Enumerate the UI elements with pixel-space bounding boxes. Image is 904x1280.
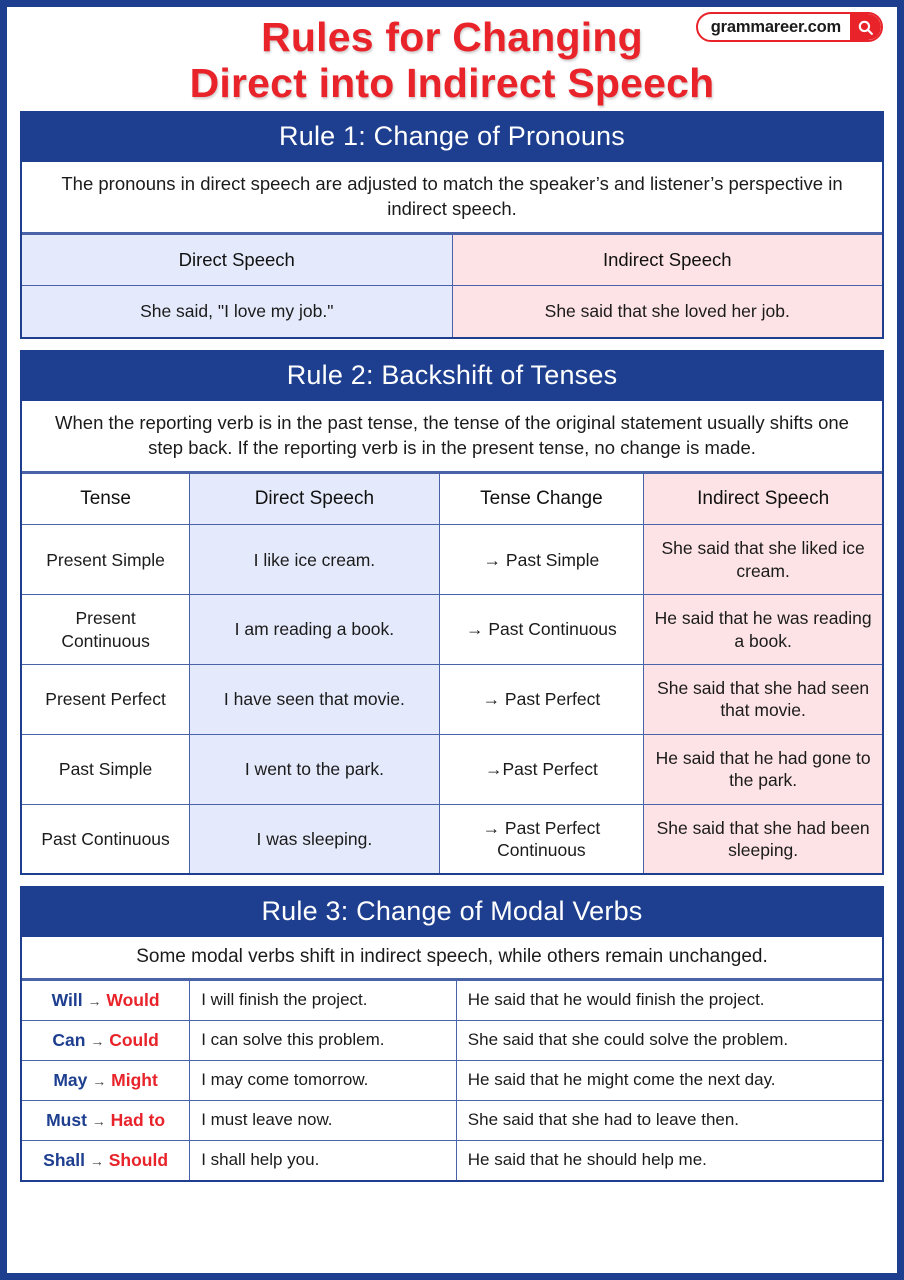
arrow-icon: →: [90, 1032, 105, 1049]
rule-3-cell-modal: [22, 1140, 190, 1180]
rule-3-cell-direct: I can solve this problem.: [190, 1020, 457, 1060]
rule-2-cell-tense: Present Perfect: [22, 664, 190, 734]
rule-2-heading: Rule 2: Backshift of Tenses: [22, 352, 882, 401]
rule-2-cell-indirect: He said that he was reading a book.: [644, 595, 882, 665]
rule-3-cell-indirect: He said that he might come the next day.: [456, 1060, 882, 1100]
modal-from: Can: [52, 1029, 86, 1050]
rule-3-cell-modal: [22, 1020, 190, 1060]
rule-2-col-direct: Direct Speech: [190, 474, 439, 525]
rule-2-cell-change: → Past Perfect: [439, 664, 644, 734]
rule-3-cell-indirect: He said that he would finish the project.: [456, 980, 882, 1020]
rule-1-description: The pronouns in direct speech are adjusted to match the speaker’s and listener’s perspective in indirect speech.: [22, 162, 882, 234]
rule-1-table: [22, 234, 882, 337]
search-icon[interactable]: [850, 14, 881, 40]
page-title-line-2: Direct into Indirect Speech: [189, 60, 715, 106]
rule-3-cell-direct: I must leave now.: [190, 1100, 457, 1140]
rule-2-table: [22, 473, 882, 873]
rule-3-cell-modal: [22, 1060, 190, 1100]
arrow-icon: →: [91, 1112, 106, 1129]
table-row: [22, 1100, 882, 1140]
rule-2-cell-tense: Present Continuous: [22, 595, 190, 665]
rule-1-cell-direct: She said, "I love my job.": [22, 286, 452, 338]
table-row: [22, 525, 882, 595]
arrow-icon: →: [87, 992, 102, 1009]
rule-2-col-change: Tense Change: [439, 474, 644, 525]
modal-to: Had to: [110, 1109, 166, 1130]
rule-2-cell-change: →Past Perfect: [439, 734, 644, 804]
rule-2-cell-tense: Past Continuous: [22, 804, 190, 873]
rule-1-cell-indirect: She said that she loved her job.: [452, 286, 882, 338]
rule-2-cell-indirect: She said that she had seen that movie.: [644, 664, 882, 734]
arrow-icon: →: [89, 1152, 104, 1169]
rule-1-col-indirect: Indirect Speech: [452, 235, 882, 286]
rule-2-cell-direct: I went to the park.: [190, 734, 439, 804]
rule-2-cell-change: → Past Perfect Continuous: [439, 804, 644, 873]
rule-1-heading: Rule 1: Change of Pronouns: [22, 113, 882, 162]
rule-3-heading: Rule 3: Change of Modal Verbs: [22, 888, 882, 937]
rule-2-cell-direct: I was sleeping.: [190, 804, 439, 873]
table-row: [22, 980, 882, 1020]
rule-2-cell-direct: I am reading a book.: [190, 595, 439, 665]
arrow-icon: →: [92, 1072, 107, 1089]
modal-from: Must: [46, 1109, 87, 1130]
modal-from: May: [53, 1069, 88, 1090]
modal-to: Should: [108, 1149, 169, 1170]
rule-2-cell-indirect: He said that he had gone to the park.: [644, 734, 882, 804]
table-header-row: [22, 474, 882, 525]
modal-to: Would: [106, 989, 160, 1010]
rule-3-cell-direct: I shall help you.: [190, 1140, 457, 1180]
rule-3-table: [22, 980, 882, 1180]
table-row: [22, 286, 882, 338]
rule-2-cell-indirect: She said that she had been sleeping.: [644, 804, 882, 873]
brand-badge[interactable]: [696, 12, 883, 42]
rule-2-cell-direct: I have seen that movie.: [190, 664, 439, 734]
brand-name: grammareer.com: [710, 17, 841, 36]
modal-to: Could: [109, 1029, 159, 1050]
rule-3-cell-indirect: He said that he should help me.: [456, 1140, 882, 1180]
modal-to: Might: [111, 1069, 158, 1090]
rule-3-cell-direct: I will finish the project.: [190, 980, 457, 1020]
page-title: [190, 15, 715, 107]
rule-2-cell-change: → Past Simple: [439, 525, 644, 595]
rule-3-cell-modal: [22, 980, 190, 1020]
rule-2-description: When the reporting verb is in the past tense, the tense of the original statement usually shifts one step back. If the reporting verb is in the present tense, no change is made.: [22, 401, 882, 473]
rule-2-section: [20, 350, 884, 875]
rule-2-col-tense: Tense: [22, 474, 190, 525]
table-row: [22, 1140, 882, 1180]
table-row: [22, 595, 882, 665]
rule-1-section: [20, 111, 884, 339]
rule-3-cell-indirect: She said that she had to leave then.: [456, 1100, 882, 1140]
modal-from: Will: [51, 989, 83, 1010]
rule-2-col-indirect: Indirect Speech: [644, 474, 882, 525]
poster-header: [20, 7, 884, 111]
rule-3-section: [20, 886, 884, 1181]
table-row: [22, 664, 882, 734]
table-row: [22, 734, 882, 804]
rule-3-description: Some modal verbs shift in indirect speech, while others remain unchanged.: [22, 937, 882, 979]
table-row: [22, 804, 882, 873]
rule-1-col-direct: Direct Speech: [22, 235, 452, 286]
rule-2-cell-direct: I like ice cream.: [190, 525, 439, 595]
page-title-line-1: Rules for Changing: [261, 14, 643, 61]
table-header-row: [22, 235, 882, 286]
rule-3-cell-direct: I may come tomorrow.: [190, 1060, 457, 1100]
rule-2-cell-tense: Past Simple: [22, 734, 190, 804]
table-row: [22, 1060, 882, 1100]
modal-from: Shall: [43, 1149, 85, 1170]
table-row: [22, 1020, 882, 1060]
rule-2-cell-indirect: She said that she liked ice cream.: [644, 525, 882, 595]
rule-2-cell-tense: Present Simple: [22, 525, 190, 595]
rule-3-cell-indirect: She said that she could solve the problem.: [456, 1020, 882, 1060]
rule-3-cell-modal: [22, 1100, 190, 1140]
rule-2-cell-change: → Past Continuous: [439, 595, 644, 665]
